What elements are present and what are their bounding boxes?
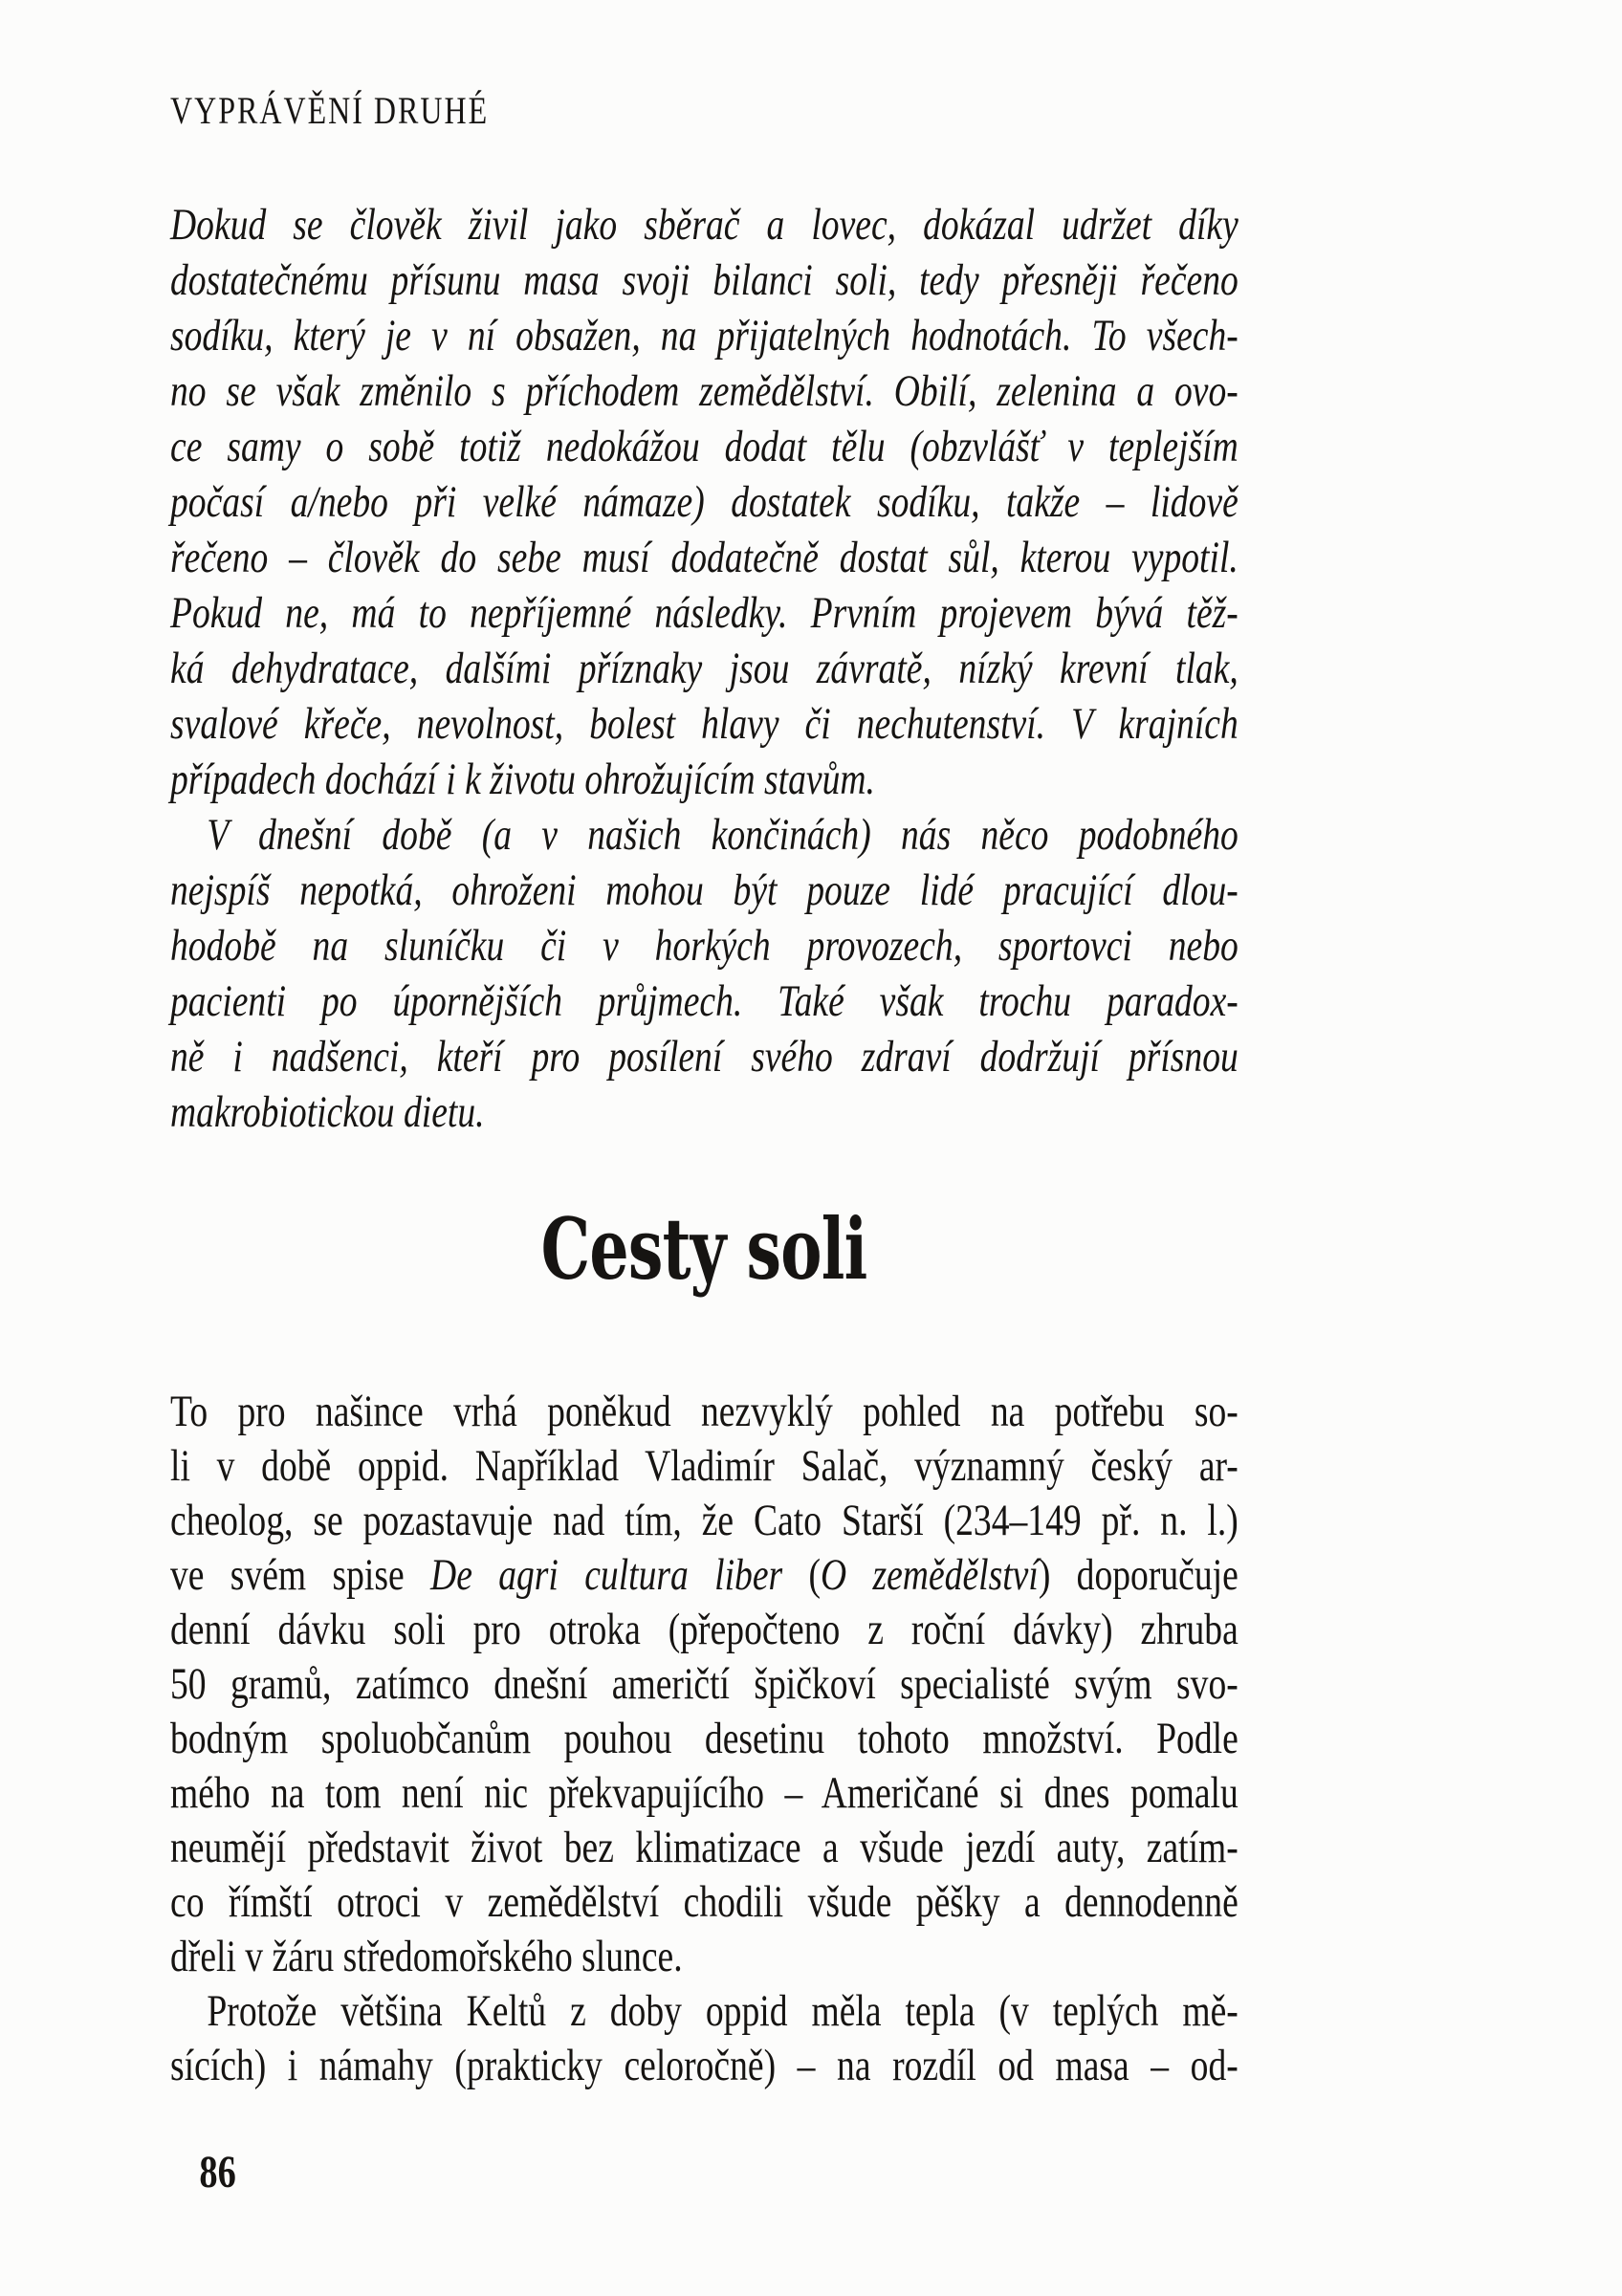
- text-line: li v době oppid. Například Vladimír Salač, významný český ar-: [170, 1441, 1238, 1491]
- body-paragraph-2: [170, 1984, 1238, 2093]
- body-paragraph-1: [170, 1385, 1238, 1984]
- text-line: hodobě na sluníčku či v horkých provozech, sportovci nebo: [170, 921, 1238, 971]
- text-line: nejspíš nepotká, ohroženi mohou být pouze lidé pracující dlou-: [170, 865, 1238, 915]
- text-line: ně i nadšenci, kteří pro posílení svého zdraví dodržují přísnou: [170, 1032, 1238, 1082]
- text-line: To pro našince vrhá poněkud nezvyklý pohled na potřebu so-: [170, 1387, 1238, 1436]
- text-line: počasí a/nebo při velké námaze) dostatek sodíku, takže – lidově: [170, 477, 1238, 527]
- text-line: řečeno – člověk do sebe musí dodatečně dostat sůl, kterou vypotil.: [170, 533, 1238, 582]
- intro-paragraph-2: [170, 807, 1238, 1140]
- text-line: sících) i námahy (prakticky celoročně) – na rozdíl od masa – od-: [170, 2041, 1238, 2090]
- chapter-heading-text: Cesty soli: [540, 1199, 867, 1299]
- running-header: VYPRÁVĚNÍ DRUHÉ: [170, 89, 490, 132]
- text-segment: (: [782, 1550, 822, 1600]
- page-number: 86: [199, 2147, 236, 2198]
- text-segment: ) doporučuje: [1038, 1550, 1238, 1600]
- text-segment: ve svém spise: [170, 1550, 431, 1600]
- text-line: dřeli v žáru středomořského slunce.: [170, 1932, 683, 1981]
- text-line: V dnešní době (a v našich končinách) nás něco podobného: [207, 810, 1238, 860]
- text-line: případech dochází i k životu ohrožujícím stavům.: [170, 754, 875, 804]
- text-line: Dokud se člověk živil jako sběrač a lovec, dokázal udržet díky: [170, 200, 1238, 250]
- text-line: mého na tom není nic překvapujícího – Američané si dnes pomalu: [170, 1768, 1238, 1818]
- text-line: denní dávku soli pro otroka (přepočteno z roční dávky) zhruba: [170, 1605, 1238, 1654]
- text-line: cheolog, se pozastavuje nad tím, že Cato Starší (234–149 př. n. l.): [170, 1496, 1238, 1545]
- text-line: makrobiotickou dietu.: [170, 1087, 485, 1137]
- text-line: Pokud ne, má to nepříjemné následky. Prvním projevem bývá těž-: [170, 588, 1238, 638]
- text-line: svalové křeče, nevolnost, bolest hlavy či nechutenství. V krajních: [170, 699, 1238, 749]
- body-text-block: [170, 1385, 1238, 2093]
- intro-paragraph-1: [170, 197, 1238, 807]
- text-line: Protože většina Keltů z doby oppid měla tepla (v teplých mě-: [207, 1986, 1238, 2036]
- text-line: no se však změnilo s příchodem zemědělství. Obilí, zelenina a ovo-: [170, 366, 1238, 416]
- text-line: ce samy o sobě totiž nedokážou dodat tělu (obzvlášť v teplejším: [170, 422, 1238, 471]
- text-line: neumějí představit život bez klimatizace a všude jezdí auty, zatím-: [170, 1823, 1238, 1872]
- text-line: sodíku, který je v ní obsažen, na přijatelných hodnotách. To všech-: [170, 311, 1238, 361]
- text-line: ká dehydratace, dalšími příznaky jsou závratě, nízký krevní tlak,: [170, 644, 1238, 693]
- text-line: pacienti po úpornějších průjmech. Také však trochu paradox-: [170, 976, 1238, 1026]
- chapter-heading: [170, 1201, 1238, 1297]
- text-column: [170, 0, 1238, 2296]
- intro-italic-block: [170, 197, 1238, 1140]
- text-line-with-book-title: [170, 1548, 1238, 1603]
- book-title-latin: De agri cultura liber: [430, 1550, 783, 1600]
- book-title-czech: O zemědělství: [821, 1550, 1039, 1600]
- text-line: co římští otroci v zemědělství chodili všude pěšky a dennodenně: [170, 1877, 1238, 1927]
- text-line: 50 gramů, zatímco dnešní američtí špičkoví specialisté svým svo-: [170, 1659, 1238, 1709]
- text-line: dostatečnému přísunu masa svoji bilanci soli, tedy přesněji řečeno: [170, 255, 1238, 305]
- text-line: bodným spoluobčanům pouhou desetinu tohoto množství. Podle: [170, 1714, 1238, 1763]
